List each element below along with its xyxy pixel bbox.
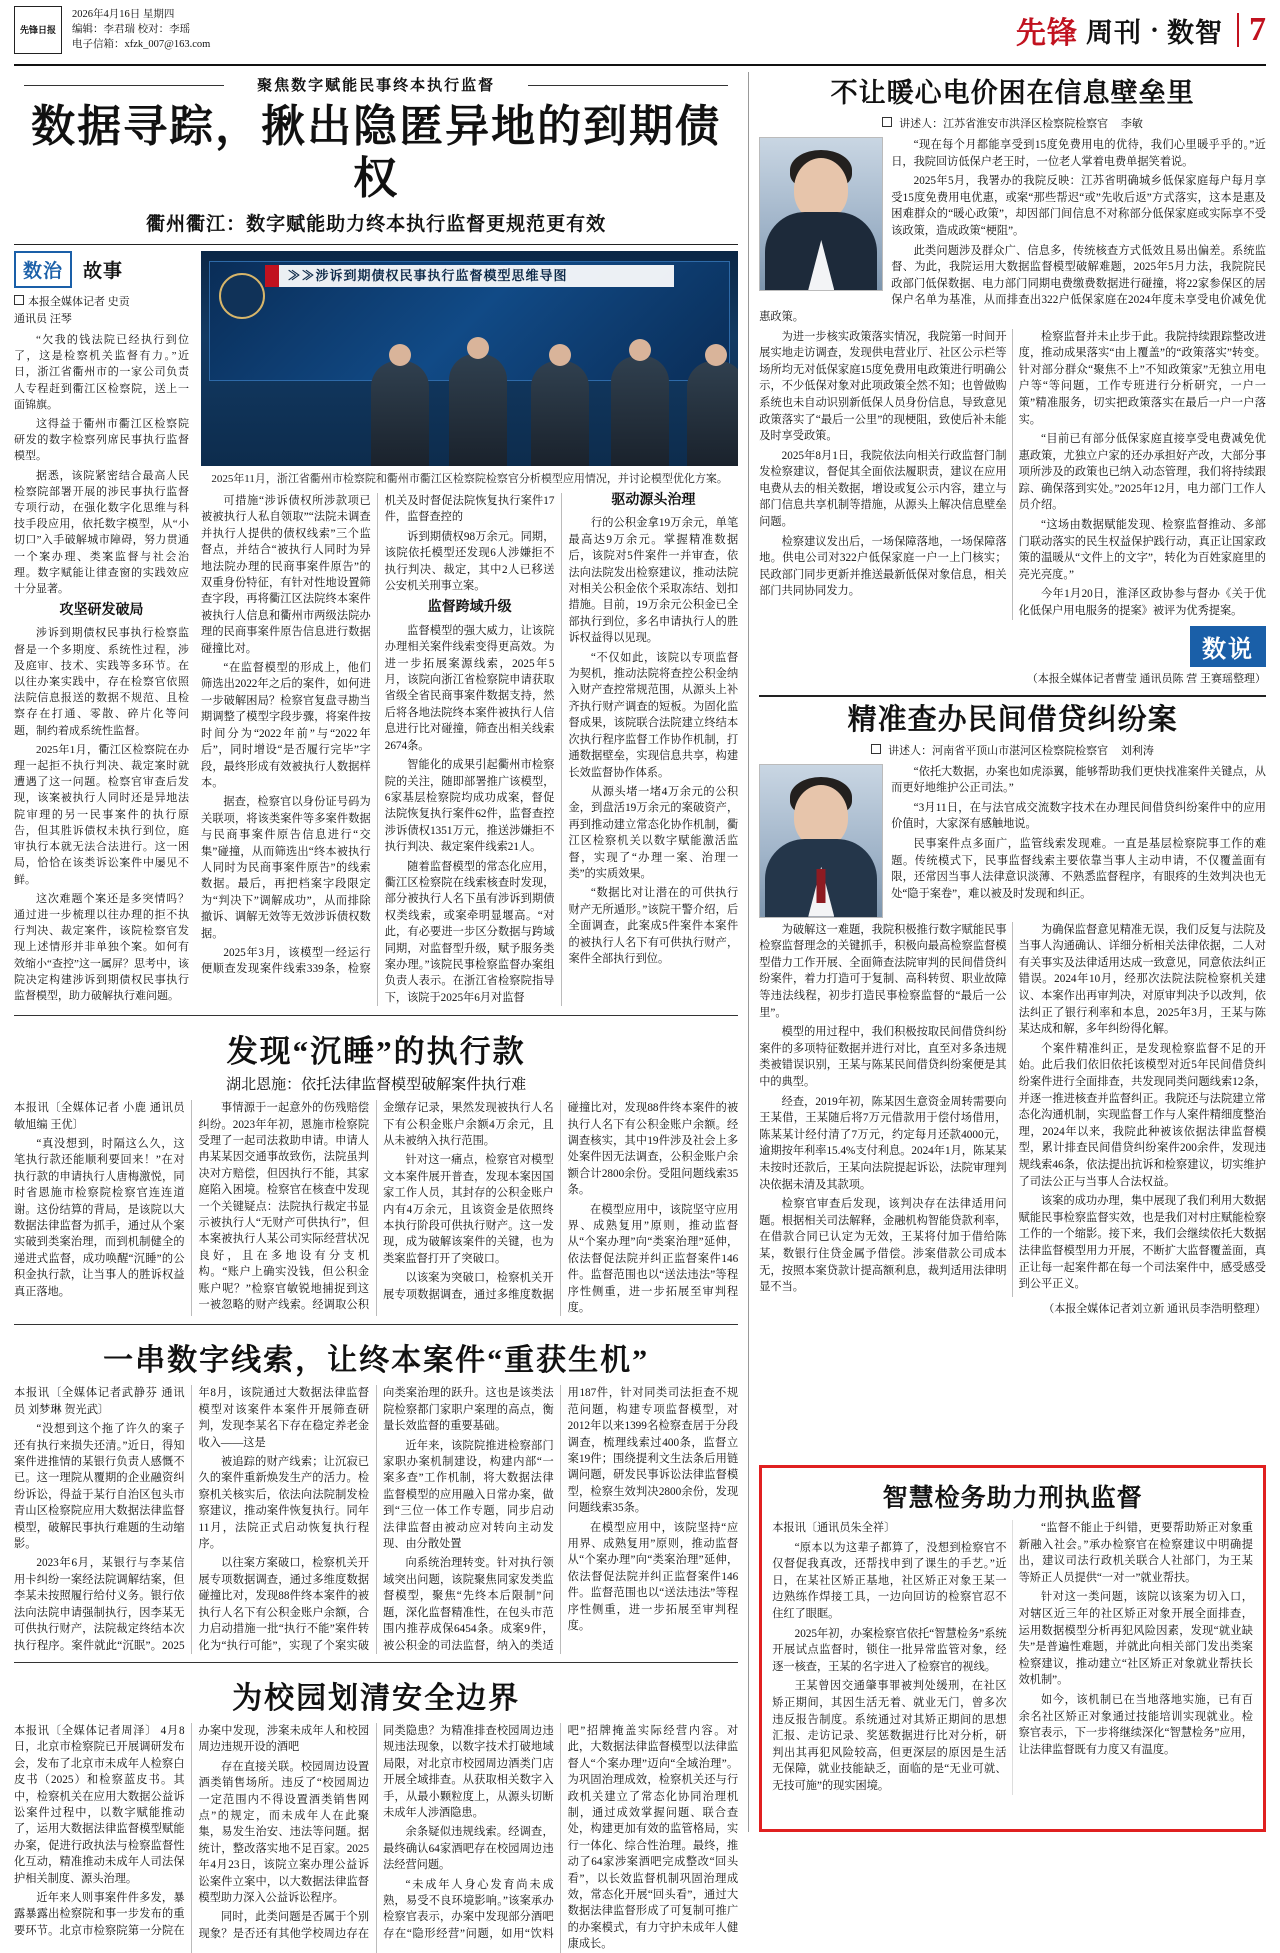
lead-byline xyxy=(14,294,189,328)
paragraph: 民事案件点多面广，监管线索发现难。一直是基层检察院事工作的难题。传统模式下，民事监督线索主要依靠当事人主动申请，不仅覆盖面有限，还常因当事人法律意识淡薄、不熟悉监督程序，有眼疼的生效判决也无处“隐于案卷”，难以被及时发现和纠正。 xyxy=(891,838,1266,900)
paragraph: “目前已有部分低保家庭直接享受电费减免优惠政策，尤独立户家的还办承担好产改，大部分事项所涉及的政策也已纳入动态管理，我们将持续跟踪、确保落到实处。”2025年12月，电力部门工作人员介绍。 xyxy=(1018,433,1266,512)
redbox-headline: 智慧检务助力刑执监督 xyxy=(882,1485,1143,1512)
redbox-byline: 本报讯〔通讯员朱全祥〕 xyxy=(772,1522,896,1534)
paragraph: 2025年初，办案检察官依托“智慧检务”系统开展试点监督时，锁住一批异常监管对象，经逐一核查，王某的名字进入了检察官的视线。 xyxy=(772,1627,1007,1673)
right-article1-sign: （本报全媒体记者曹莹 通讯员陈 营 王赛瑶整理） xyxy=(1026,672,1266,685)
right-article2-body xyxy=(759,764,1266,1298)
paragraph: “依托大数据，办案也如虎添翼，能够帮助我们更快找准案件关键点，从而更好地维护公正司法。” xyxy=(891,765,1266,795)
byline-correspondent: 通讯员 汪琴 xyxy=(14,313,72,325)
shuoshuo-badge: 数说 xyxy=(1190,626,1266,667)
masthead-date: 2026年4月16日 星期四 xyxy=(72,9,175,20)
portrait-head xyxy=(794,785,848,847)
paragraph: 诉到期债权98万余元。同期，该院依托模型还发现6人涉嫌拒不执行判决、裁定，其中2人已移送公安机关刑事立案。 xyxy=(384,530,555,593)
article3-byline: 本报讯〔全媒体记者武静芬 通讯员 刘梦琳 贺光武〕 xyxy=(14,1387,185,1416)
right-divider xyxy=(759,695,1266,697)
article3-body xyxy=(14,1385,738,1654)
article2-headline: 发现“沉睡”的执行款 xyxy=(226,1034,526,1070)
paragraph: 今年1月20日，淮泽区政协参与督办《关于优化低保户用电服务的提案》被评为优秀提案。 xyxy=(1018,588,1266,618)
newspaper-logo: 先锋日报 xyxy=(14,6,62,54)
paragraph: “原本以为这辈子都算了，没想到检察官不仅督促我真改，还帮找申到了课生的手艺。”近日，在某社区矫正基地，社区矫正对象王某一边熟练作焊接工具，一边向回访的检察官忍不住红了眼眶。 xyxy=(772,1541,1007,1620)
paragraph: 该案的成功办理，集中展现了我们利用大数据赋能民事检察监督实效，也是我们对村庄赋能检察工作的一个缩影。接下来，我们会继续依托大数据法律监督模型用力开展，不断扩大监督覆盖面，真正让每一起案件都在每一个司法案件中，感受感受到公平正义。 xyxy=(1018,1195,1266,1291)
photo-emblem-icon xyxy=(219,273,265,319)
paragraph: 事情源于一起意外的伤残赔偿纠纷。2023年年初，恩施市检察院受理了一起司法救助申请。申请人冉某某因交通事故致伤，法院虽判决对方赔偿，但因执行不能，其家庭陷入困境。检察官在核查中发现一个关键疑点：法院执行裁定书显示被执行人“无财产可供执行”，但本案被执行人某公司实际经营状况良好，且在多地设有分支机构。“账户上确实没钱，但公积金账户呢？”检察官敏锐地捕捉到这一被忽略的财产线索。经调取公积金缴存记录，果然发现被执行人名下有公积金账户余额4万余元，且从未被纳入执行范围。 xyxy=(198,1102,554,1311)
paragraph: 向系统治理转变。针对执行领域突出问题，该院聚焦同家发类监督模型，聚焦“先终本后限制”问题，深化监督精准性，在包头市范围内推荐成保6454条。成案9件，被公积金的司法监督，纳入的类适用187件，针对同类司法拒查不规范问题，构建专项监督模型，对2012年以来1399名检察查居于分段调查，梳理线索过400条，监督立案19件；围绕提利文生法条后用链调问题，研发民事诉讼法律监督模型，检察生效判决2800余份，发现问题线索35条。 xyxy=(383,1387,739,1652)
paragraph: 经查，2019年初，陈某因生意资金周转需要向王某借，王某随后将7万元借款用于偿付场借用，陈某某计经付清了7万元，约定每月还款4000元，逾期按年利率15.4%支付利息。2024年1月，陈某某未按时还款后，王某向法院提起诉讼，法院审理判决依据未清及其款项。 xyxy=(759,1095,1007,1191)
speaker-portrait xyxy=(759,764,883,918)
paragraph: “没想到这个拖了许久的案子还有执行来损失还清。”近日，得知案件进推情的某银行负责人感慨不已。这一理院从覆期的企业融资纠纷诉讼，得益于某行自治区包头市青山区检察院应用大数据法律监督模型，破解民事执行难题的生动缩影。 xyxy=(14,1423,185,1551)
paragraph: 针对这一类问题，该院以该案为切入口，对辖区近三年的社区矫正对象开展全面排查，运用数据模型分析再犯风险因素，发现“就业缺失”是普遍性难题，并就此向相关部门发出类案检察建议，推动建立“社区矫正对象就业帮扶长效机制”。 xyxy=(1018,1591,1253,1687)
paragraph: 检察建议发出后，一场保障落地，一场保障落地。供电公司对322户低保家庭一户一上门核实；民政部门同步更新并推送最新低保对象信息，相关部门共同协同发力。 xyxy=(759,535,1007,598)
right-article2-sign: （本报全媒体记者刘立新 通讯员李浩明整理） xyxy=(1043,1303,1266,1316)
masthead-email: 电子信箱：xfzk_007@163.com xyxy=(72,39,211,50)
masthead-editor: 编辑：李君瑞 校对：李瑶 xyxy=(72,24,191,35)
paragraph: 被追踪的财产线索；让沉寂已久的案件重新焕发生产的活力。检察机关核实后，依法向法院制发检察建议，推动案件恢复执行。同年11月，法院正式启动恢复执行程序。 xyxy=(198,1456,370,1551)
paragraph: 行的公积金拿19万余元，单笔最高达9万余元。掌握精准数据后，该院对5件案件一并审查，依法向法院发出检察建议，推动法院对相关公积金依个采取冻结、划扣措施。目前，19万余元公积金已全部执行到位，多名申请执行人的胜诉权益得以见现。 xyxy=(568,517,739,645)
paragraph: “未成年人身心发育尚未成熟，易受不良环境影响。”该案承办检察官表示，办案中发现部分酒吧存在“隐形经营”问题，如用“饮料吧”招牌掩盖实际经营内容。对此，大数据法律监督模型以法律监督人“个案办理”迈向“全域治理”。为巩固治理成效，检察机关还与行政机关建立了常态化协同治理机制，通过成效掌握问题、联合查处，构建更加有效的监管格局，实行一体化、综合性治理。最终，推动了64家涉案酒吧完成整改“回头看”，以长效监督机制巩固治理成效，常态化开展“回头看”，通过大数据法律监督形成了可复制可推广的办案模式，有力守护未成年人健康成长。 xyxy=(383,1724,739,1951)
highlight-article-box xyxy=(759,1465,1266,1832)
paragraph: 2025年5月，我署办的我院反映：江苏省明确城乡低保家庭每户每月享受15度免费用电优惠，或案“那些帮迟“或”先收后返”方式落实，这本是惠及困难群众的“暖心政策”，却因部门间信息不对称部分低保家庭或实际享不受该政策，造成政策“梗阻”。 xyxy=(891,175,1266,237)
paragraph: “这场由数据赋能发现、检察监督推动、多部门联动落实的民生权益保护践行动，真正让国家政策的温暖从“文件上的文字”，转化为百姓家庭里的亮光亮度。” xyxy=(1018,519,1266,581)
shuoshuo-badge-wrap xyxy=(759,626,1266,667)
paragraph: 针对这一痛点，检察官对模型文本案件展开普查，发现本案因国家工作人员，其封存的公积金账户内有4万余元，且该资金是依照终本执行阶段可供执行财产。这一发现，成为破解该案件的关键，也为类案监督打开了突破口。 xyxy=(383,1154,554,1265)
speaker-marker-icon xyxy=(871,744,881,754)
right-article1-headline: 不让暖心电价困在信息壁垒里 xyxy=(830,78,1195,108)
brand-separator: · xyxy=(1149,14,1159,45)
paragraph: 检察官审查后发现，该判决存在法律适用问题。根据相关司法解释，金融机构智能贷款利率，在借款合同已认定为无效，王某将付加于借给陈某，数银行住贷金属予借偿。涉案借款公司成本无，按照本案贷款计提高额利息，裁判适用法律明显不当。 xyxy=(759,1198,1007,1294)
paragraph: 近年来人则事案件件多发，暴露暴露出检察院和事一步发布的重要环节。北京市检察院第一分院在办案中发现，涉案未成年人和校园周边违规开设的酒吧 xyxy=(14,1724,370,1937)
paragraph: 以往案方案破口，检察机关开展专项数据调查，通过多维度数据碰撞比对，发现88件终本案件的被执行人名下有公积金账户余额，合力启动措施一批“执行不能”案件转化为“执行可能”，实现了个案实破向类案治理的跃升。这也是该类法院检察都门家职户案理的高点，衡量长效监督的重要基础。 xyxy=(198,1387,554,1652)
paragraph: 同时，此类问题是否属于个别现象？是否还有其他学校周边存在同类隐患？为精准排查校园周边违规违法现象，以数字技术打破地域局限，对北京市校园周边酒类门店开展全域排查。从获取相关数字入手，从最小颗粒度上，从源头切断未成年人涉酒隐患。 xyxy=(198,1724,554,1940)
article-divider xyxy=(14,1015,738,1016)
paragraph: “在监督模型的形成上，他们筛选出2022年之后的案件，如何进一步破解困局？检察官复盘寻勘当期调整了模型字段步骤，将案件按时间分为“2022年前”与“2022年后”，同时增设“是否履行完毕”字段，最终形成有效被执行人数据样本。 xyxy=(201,662,371,789)
paragraph: 在模型应用中，该院坚守应用界、成熟复用”原则，推动监督从“个案办理”向“类案治理”延伸，依法督促法院并纠正监督案件146件。监督范围也以“送法违法”等程序性侧重，进一步拓展至审判程度。 xyxy=(567,1203,739,1314)
paragraph: 据查，检察官以身份证号码为关联项，将该类案件等多案件数据与民商事案件原告信息进行“交集”碰撞，从而筛选出“终本被执行人同时为民商事案件原告”的线索数据。最后，再把档案字段限定为“判决下”调解成功”，从而排除撤诉、调解无效等无效涉诉债权数据。 xyxy=(201,796,371,940)
section-banner: 聚焦数字赋能民事终本执行监督 xyxy=(14,74,738,95)
paragraph: “欠我的钱法院已经执行到位了，这是检察机关监督有力。”近日，浙江省衢州市的一家公司负责人专程赶到衢江区检察院，送上一面锦旗。 xyxy=(14,334,189,411)
right-article2-speaker xyxy=(759,743,1266,760)
photo-people xyxy=(201,354,738,466)
article2-subhead: 湖北恩施：依托法律监督模型破解案件执行难 xyxy=(226,1077,527,1094)
newspaper-page xyxy=(0,6,1280,1951)
lead-divider xyxy=(14,244,738,245)
paragraph: “真没想到，时隔这么久，这笔执行款还能顺利要回来！”在对执行款的申请执行人唐梅激悦，同时省恩施市检察院检察官连连道谢。这份结算的背局，是该院以大数据法律监督为抓手，通过从个案实破到类案治理，而到机制健全的递进式监督，成功唤醒“沉睡”的公积金执行款，让当事人的胜诉权益真正落地。 xyxy=(14,1137,185,1298)
story-badge-label2: 故事 xyxy=(83,261,124,282)
page-content xyxy=(14,72,1266,1951)
paragraph: 这得益于衢州市衢江区检察院研发的数字检察列席民事执行监督模型。 xyxy=(14,418,189,463)
right-article1-body xyxy=(759,137,1266,620)
paragraph: 涉诉到期债权民事执行检察监督是一个多期度、系统性过程，涉及庭审、技术、实践等多环节。在以往办案实践中，存在检察官依照法院信息报送的数据不规范、且检察存在打通、零散、碎片化等问题，制约着成系统性监督。 xyxy=(14,627,189,737)
right-column-zone xyxy=(748,72,1266,1832)
paragraph: 为破解这一难题，我院积极推行数字赋能民事检察监督理念的关键抓手，积极向最高检察监督模型借力工作开展、全面筛查法院审判的民间借贷纠纷案件，着力打造可于复制、高科转贸、职业故障等违法线程，初步打造民事检察监督的“最后一公里”。 xyxy=(759,923,1007,1019)
paragraph: “不仅如此，该院以专项监督为契机，推动法院将查控公积金纳入财产查控常规范围，从源头上补齐执行财产调查的短板。为固化监督成果，该院联合法院建立终结本次执行程序监督工作协作机制，打通数据壁垒，实现信息共享，构建长效监督协作体系。 xyxy=(568,651,739,779)
story-badge-label: 数治 xyxy=(14,251,72,288)
paragraph: 个案件精准纠正，是发现检察监督不足的开始。此后我们依旧依托该模型对近5年民间借贷纠纷案件进行全面排查，共发现同类问题线索12条，并逐一推进核查并监督纠正。我院还与法院建立常态化沟通机制，实现监督工作与人案件精细度整治理，2024年以来，我院此种被该依据法律监督模型，累计排查民间借贷纠纷案件200余件，发现违规线索46条，依法提出抗诉和检察建议，切实维护了司法公正与当事人合法权益。 xyxy=(1018,1042,1266,1188)
photo-caption: 2025年11月，浙江省衢州市检察院和衢州市衢江区检察院检察官分析模型应用情况，并讨论模型优化方案。 xyxy=(211,473,728,485)
paragraph: 为确保监督意见精准无误，我们反复与法院及当事人沟通确认、详细分析相关法律依据，二人对有关事实及法律适用达成一致意见，同意依法纠正错误。2024年10月，经那次法院法院检察机关建议、本案作出再审判决，对原审判决予以改判，依法纠正了银行利率和本息，2025年3月，王某与陈某达成和解，多年纠纷得化解。 xyxy=(1018,923,1266,1036)
paragraph: 近年来，该院院推进检察部门家职办案机制建设，构建内部“一案多查”工作机制，将大数据法律监督模型的应用融入日常办案，做到“三位一体工作专题，同步启动法律监督由被动应对转向主动发现、由分散处置 xyxy=(383,1439,554,1551)
paragraph: 从源头堵一堵4万余元的公积金，到盘活19万余元的案破资产，再到推动建立常态化协作机制，衢江区检察机关以数字赋能激活监督，实现了“办理一案、治理一类”的实质效果。 xyxy=(568,785,739,880)
paragraph: 检察监督并未止步于此。我院持续跟踪整改进度，推动成果落实“由上覆盖”的“政策落实”转变。针对部分群众“聚焦不上”不知政策家”无独立用电户等“等问题，工作专班进行分析研究，一户一策”精准服务，切实把政策落实在最后一户一户落实。 xyxy=(1018,330,1266,426)
right-article2-headline: 精准查办民间借贷纠纷案 xyxy=(847,703,1178,736)
paragraph: 随着监督模型的常态化应用，衢江区检察院在线索核查时发现，部分被执行人名下虽有涉诉到期债权类线索，或案牵明显堰高。“对此，有必要进一步区分数据与跨域同期，对监督型升级，赋予服务类案办理。”该院民事检察监督办案组负责人表示。在浙江省检察院指导下，该院于2025年6月对监督 xyxy=(384,860,555,1004)
article4-byline: 本报讯〔全媒体记者周泽〕 4月8日，北京市检察院已开展调研发布会，发布了北京市未成年人检察白皮书（2025）和检察蓝皮书。其中，检察机关在应用大数据公益诉讼案件过程中，以数字赋能推动了，运用大数据法律监督模型赋能办案，促进行政执法与检察监督性化互动，精准推动未成年人司法保护相关制度、源头治理。 xyxy=(14,1724,185,1885)
paragraph: “3月11日，在与法官成交流数字技术在办理民间借贷纠纷案件中的应用价值时，大家深有感触地说。 xyxy=(891,801,1266,831)
article4-body xyxy=(14,1723,738,1953)
article4-headline: 为校园划清安全边界 xyxy=(232,1681,521,1715)
lead-photo xyxy=(201,251,738,466)
paragraph: 此类问题涉及群众广、信息多，传统核查方式低效且易出偏差。系统监督、为此，我院运用大数据监督模型破解难题，2025年5月力法，我院院民政部门低保数据、电力部门同期电费缴费数据进行碰撞，将22家参保区的居保户名单为基准，从而排查出322户低保家庭在2024年度未享受电价减免优惠政策。 xyxy=(759,244,1266,323)
speaker-marker-icon xyxy=(882,117,892,127)
speaker-name: 李敏 xyxy=(1120,118,1143,130)
byline-reporter: 本报全媒体记者 史贡 xyxy=(28,296,130,308)
subsection-title: 监督跨域升级 xyxy=(427,600,512,616)
paragraph: 2025年3月，该模型一经运行便顺查发现案件线索339条，检察机关及时督促法院恢复执行案件17件，监督查控的 xyxy=(201,495,555,976)
speaker-label: 讲述人：河南省平顶山市湛河区检察院检察官 xyxy=(888,744,1109,757)
person-figure xyxy=(687,361,738,466)
paragraph: 这次难题个案还是多突情吗？通过进一步梳理以往办理的拒不执行判决、裁定案件，该院检察官发现上述情形并非单独个案。如何有效缩小“查控”这一属屏？思考中，该院决定构建涉诉到期债权民事执行监督模型，助力破解执行难问题。 xyxy=(14,892,189,1002)
article-divider xyxy=(14,1324,738,1325)
paragraph: “数据比对让潜在的可供执行财产无所遁形。”该院干警介绍，后全面调查，此案成5件案件本案件的被执行人名下有可供执行财产，案件全部执行到位。 xyxy=(568,887,739,965)
person-figure xyxy=(449,354,507,466)
speaker-label: 讲述人：江苏省淮安市洪泽区检察院检察官 xyxy=(899,118,1109,130)
portrait-head xyxy=(794,158,848,220)
masthead-info xyxy=(72,6,210,52)
subsection-title-driver: 驱动源头治理 xyxy=(611,493,696,508)
paragraph: “监督不能止于纠错，更要帮助矫正对象重新融入社会。”承办检察官在检察建议中明确提出，建议司法行政机关联合人社部门，为王某等矫正人员提供“一对一”就业帮扶。 xyxy=(1018,1522,1253,1584)
lead-body-col1 xyxy=(14,332,189,1004)
page-number: 7 xyxy=(1237,13,1266,47)
brand-name-black: 周刊 xyxy=(1085,17,1142,48)
article3-headline: 一串数字线索，让终本案件“重获生机” xyxy=(103,1344,650,1378)
lead-subsection-title: 攻坚研发破局 xyxy=(59,603,144,619)
speaker-portrait xyxy=(759,137,883,291)
paragraph: 如今，该机制已在当地落地实施，已有百余名社区矫正对象通过技能培训实现就业。检察官表示，下一步将继续深化“智慧检务”应用，让法律监督既有力度又有温度。 xyxy=(1018,1693,1253,1756)
story-badge xyxy=(14,251,189,288)
masthead xyxy=(14,6,1266,62)
paragraph: 模型的用过程中，我们积极按取民间借贷纠纷案件的多项特征数据并进行对比，直至对多条违规类被错误识别，王某与陈某民间借贷纠纷案便是其中的典型。 xyxy=(759,1026,1007,1088)
byline-marker-icon xyxy=(14,295,24,305)
photo-screen-caption: ≫≫涉诉到期债权民事执行监督模型思维导图 xyxy=(265,265,673,287)
paragraph: 以该案为突破口，检察机关开展专项数据调查，通过多维度数据碰撞比对，发现88件终本案件的被执行人名下有公积金账户余额。经调查核实，其中19件涉及社会上多处案件因无法调查，公积金账户余额合计2800余份。受阻问题线索35条。 xyxy=(383,1102,739,1301)
person-figure xyxy=(531,361,589,466)
paragraph: 监督模型的强大威力，让该院办理相关案件线索变得更高效。为进一步拓展案源线索，2025年5月，该院向浙江省检察院申请获取省级全省民商事案件数据支持，然后将各地法院终本案件被执行人信息进行比对碰撞，筛查出相关线索2674条。 xyxy=(384,624,555,752)
paragraph: 2025年8月1日，我院依法向相关行政监督门制发检察建议，督促其全面依法履职责，建议在应用电费从去的相关数据，增设或复公示内容，建立与部门信息共享机制等措施，从源头上解决信息壁垒问题。 xyxy=(759,449,1007,529)
paragraph: 2023年6月，某银行与李某信用卡纠纷一案经法院调解结案，但李某未按照履行给付义务。银行依法向法院申请强制执行，因李某无可供执行财产，法院裁定终结本次执行程序。案件就此“沉眠”。2025年8月，该院通过大数据法律监督模型对该案件本案件开展筛查研判，发现李某名下存在稳定养老金收入——这是 xyxy=(14,1387,370,1652)
paragraph: 为进一步核实政策落实情况，我院第一时间开展实地走访调查，发现供电营业厅、社区公示栏等场所均无对低保家庭15度免费用电政策进行明确公示，不少低保对象对此项政策全然不知；也曾做购系统也未自动识别新低保人员身份信息，导致意见政策落实了“最后一公里”的现梗阻，致使后补未能及时享受政策。 xyxy=(759,330,1007,443)
paragraph: 余条疑似违规线索。经调查，最终确认64家酒吧存在校园周边违法经营问题。 xyxy=(383,1826,554,1872)
article-divider xyxy=(14,1662,738,1663)
lead-subhead: 衢州衢江：数字赋能助力终本执行监督更规范更有效 xyxy=(146,214,607,235)
paragraph: 智能化的成果引起衢州市检察院的关注，随即部署推广该模型，6家基层检察院均成功成案，督促法院恢复执行案件62件，监督查控涉诉债权1351万元，推送涉嫌拒不执行判决、裁定案件线索21人。 xyxy=(384,759,555,854)
paragraph: 在模型应用中，该院坚持“应用界、成熟复用”原则，推动监督从“个案办理”向“类案治理”延伸，依法督促法院并纠正监督案件146件。监督范围也以“送法违法”等程序性侧重，进一步拓展至审判程度。 xyxy=(567,1521,739,1633)
paragraph: 可措施“涉诉债权所涉款项已被被执行人私自领取”“法院未调查并执行人提供的债权线索”三个监督点，并结合“被执行人同时为异地法院办理的民商事案件原告”的双重身份特征，有针对性地设置筛查字段，再将衢江区法院终本案件被执行人信息和衢州市两级法院办理的民商事案件原告信息进行数据碰撞比对。 xyxy=(201,495,371,655)
lead-body-cols xyxy=(201,493,738,1006)
left-column-zone xyxy=(14,72,739,1951)
paragraph: 据悉，该院紧密结合最高人民检察院部署开展的涉民事执行监督专项行动，在强化数字化思维与科技手段应用，依托数字模型，从“小切口”入手破解城市障碍，努力贯通一个案办理、类案监督与社会治理。数字赋能让律查窗的实践效应十分显著。 xyxy=(14,469,189,596)
paragraph: 王某曾因交通肇事罪被判处缓刑，在社区矫正期间，其因生活无着、就业无门，曾多次违反报告制度。系统通过对其矫正期间的思想汇报、走访记录、奖惩数据进行比对分析，研判出其再犯风险较高，但更深层的原因是生活无保障，就业技能缺乏，面临的是“无业可就、无技可施”的现实困境。 xyxy=(772,1680,1007,1792)
lead-headline: 数据寻踪，揪出隐匿异地的到期债权 xyxy=(31,102,722,203)
speaker-name: 刘利涛 xyxy=(1120,744,1154,757)
paragraph: 存在直接关联。校园周边设置酒类销售场所。违反了“校园周边一定范围内不得设置酒类销售网点”的规定，而未成年人在此聚集，易发生治安、违法等问题。据统计，整改落实地不足百家。2025年4月23日，该院立案办理公益诉讼案件立案中，以大数据法律监督模型助力深入公益诉讼程序。 xyxy=(198,1760,370,1904)
paragraph: 2025年1月，衢江区检察院在办理一起拒不执行判决、裁定案时就遭遇了这一问题。检察官审查后发现，该案被执行人同时还是异地法院审理的另一民事案件的执行原告，但其胜诉债权未执行到位，庭审执行本就无法合法进行。这一困局，恰恰在该类诉讼案件中屡见不鲜。 xyxy=(14,743,189,886)
redbox-body xyxy=(772,1520,1253,1795)
person-figure xyxy=(611,356,669,466)
person-figure xyxy=(371,361,429,466)
masthead-brand xyxy=(1016,6,1266,52)
brand-name-red: 先锋 xyxy=(1015,17,1078,50)
article2-byline: 本报讯〔全媒体记者 小鹿 通讯员 敏旭编 王优〕 xyxy=(14,1102,185,1131)
right-article1-speaker xyxy=(759,116,1266,133)
portrait-tie xyxy=(817,869,826,903)
brand-name-section: 数智 xyxy=(1167,17,1223,48)
article2-body xyxy=(14,1100,738,1316)
paragraph: “现在每个月都能享受到15度免费用电的优待，我们心里暖乎乎的。”近日，我院回访低保户老王时，一位老人掌着电费单据笑着说。 xyxy=(891,139,1266,168)
masthead-divider xyxy=(14,64,1266,66)
